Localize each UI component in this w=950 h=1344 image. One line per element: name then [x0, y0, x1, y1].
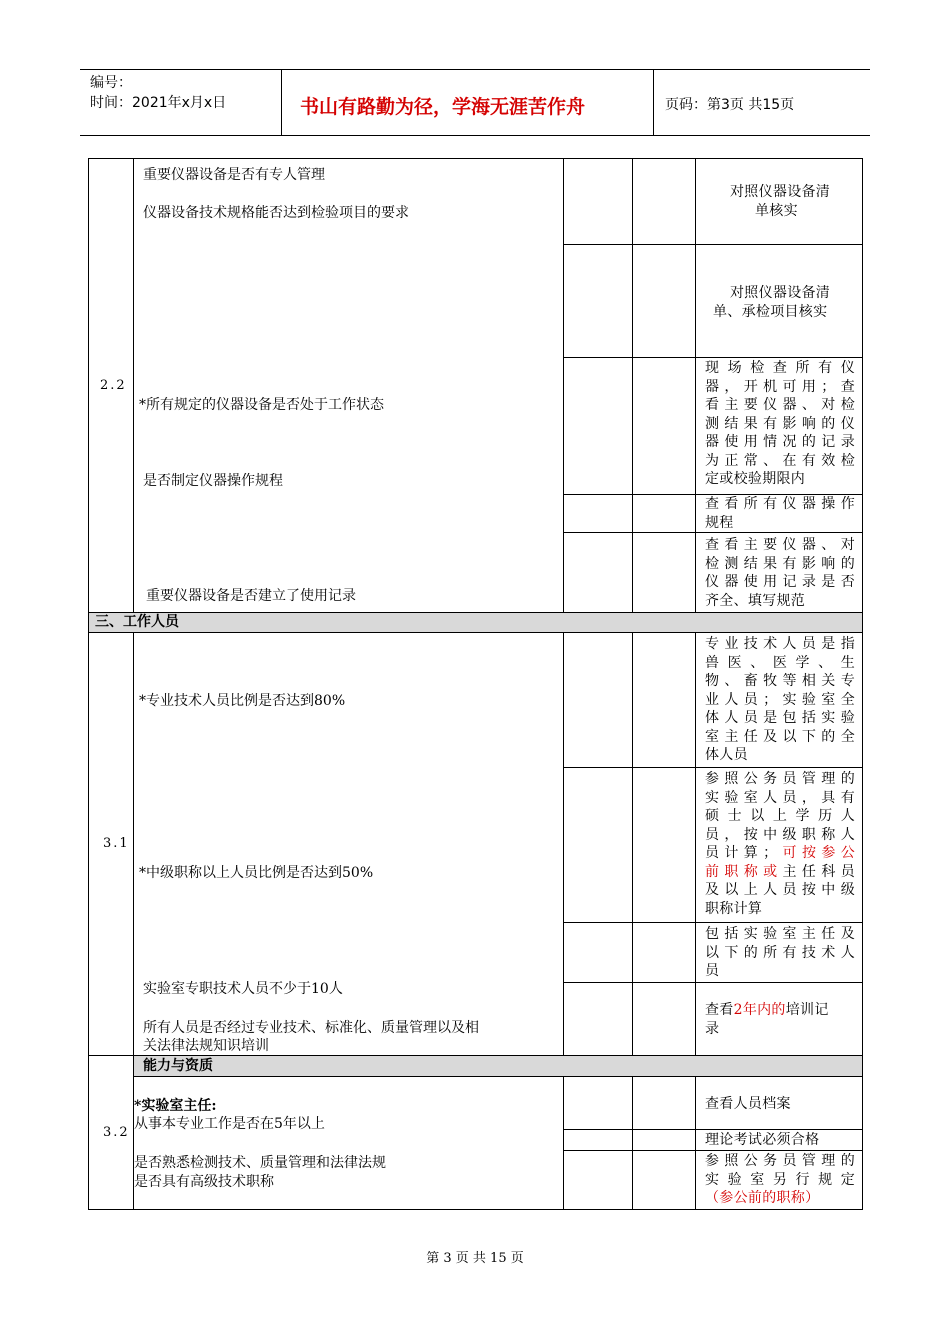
remark-text: 单、承检项目核实: [713, 304, 828, 320]
remark-block: 查看2年内的培训记 录: [705, 1002, 829, 1037]
remark-block: 包括实验室主任及 以下的所有技术人 员: [705, 926, 855, 979]
section-number: 3.1: [103, 836, 130, 851]
header-motto: 书山有路勤为径，学海无涯苦作舟: [300, 96, 586, 118]
header-divider: [653, 69, 654, 136]
header-divider: [281, 69, 282, 136]
header-top-rule: [80, 69, 870, 70]
section-number: 3.2: [103, 1125, 130, 1140]
check-item: *所有规定的仪器设备是否处于工作状态: [139, 397, 384, 413]
doc-date-label: 时间：2021年x月x日: [90, 95, 227, 111]
remark-block: 专业技术人员是指 兽医、医学、生 物、畜牧等相关专 业人员；实验室全 体人员是包括实验 室主任及以下的全 体人员: [705, 636, 855, 763]
remark-block: 参照公务员管理的 实验室另行规定 （参公前的职称）: [705, 1153, 855, 1206]
check-item: 从事本专业工作是否在5年以上: [134, 1116, 325, 1132]
check-item: 关法律法规知识培训: [143, 1038, 269, 1054]
section-heading: 三、工作人员: [95, 614, 179, 630]
page-footer: 第 3 页 共 15 页: [426, 1251, 524, 1266]
check-item: 是否具有高级技术职称: [134, 1174, 274, 1190]
remark-text: 单核实: [755, 203, 798, 219]
check-item: 所有人员是否经过专业技术、标准化、质量管理以及相: [143, 1020, 479, 1036]
check-item: 仪器设备技术规格能否达到检验项目的要求: [143, 205, 409, 221]
check-item: 实验室专职技术人员不少于10人: [143, 981, 343, 997]
check-item: 重要仪器设备是否有专人管理: [143, 167, 325, 183]
check-item: *中级职称以上人员比例是否达到50%: [139, 865, 374, 881]
section-number: 2.2: [100, 378, 127, 393]
check-item: *专业技术人员比例是否达到80%: [139, 693, 346, 709]
remark-block: 现场检查所有仪 器，开机可用；查 看主要仪器、对检 测结果有影响的仪 器使用情况的记录 为正常、在有效检 定或校验期限内: [705, 360, 855, 487]
remark-block: 参照公务员管理的 实验室人员，具有 硕士以上学历人 员，按中级职称人 员计算；可按参公 前职称或主任科员 及以上人员按中级 职称计算: [705, 771, 856, 917]
header-bottom-rule: [80, 135, 870, 136]
remark-text: 对照仪器设备清: [730, 285, 831, 301]
doc-number-label: 编号：: [90, 75, 132, 91]
page-info: 页码：第3页 共15页: [665, 97, 795, 113]
remark-text: 查看人员档案: [705, 1096, 791, 1112]
subsection-heading: 能力与资质: [143, 1058, 213, 1074]
check-item: 重要仪器设备是否建立了使用记录: [146, 588, 356, 604]
subsection-header-shade: [133, 1056, 862, 1076]
remark-block: 查看主要仪器、对 检测结果有影响的 仪器使用记录是否 齐全、填写规范: [705, 537, 855, 609]
check-item: 是否制定仪器操作规程: [143, 473, 283, 489]
remark-text: 理论考试必须合格: [705, 1132, 820, 1148]
check-item-title: *实验室主任:: [134, 1098, 217, 1114]
remark-block: 查看所有仪器操作 规程: [705, 496, 855, 531]
section-header-shade: [88, 612, 862, 632]
check-item: 是否熟悉检测技术、质量管理和法律法规: [134, 1155, 386, 1171]
remark-text: 对照仪器设备清: [730, 184, 831, 200]
